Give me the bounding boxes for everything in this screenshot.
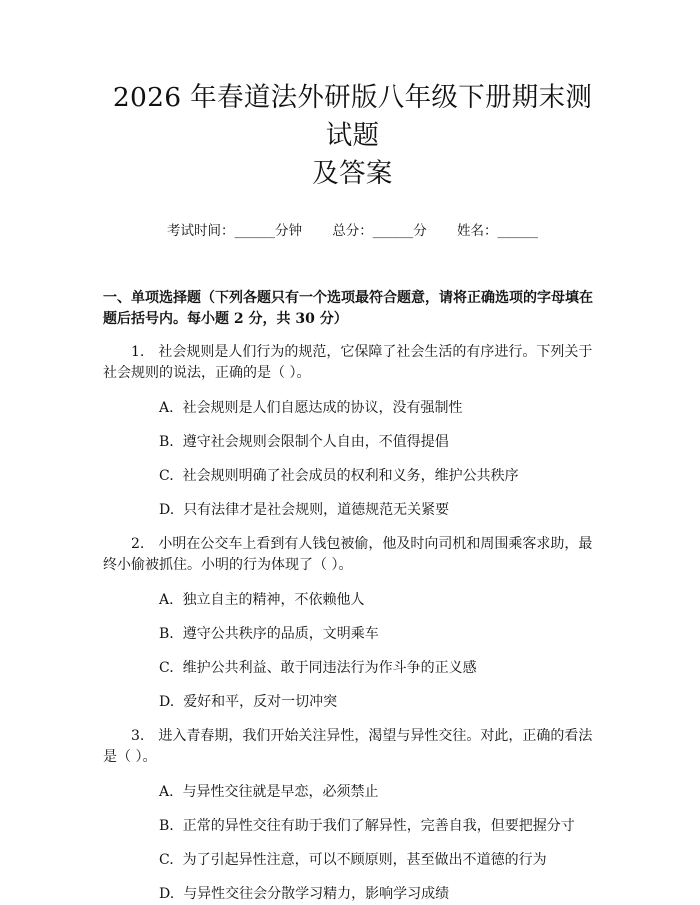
option-text: 遵守社会规则会限制个人自由，不值得提倡	[182, 434, 449, 450]
option-item	[103, 816, 602, 837]
option-list	[103, 398, 602, 521]
option-item	[103, 850, 602, 871]
question-number: 2.	[131, 536, 145, 552]
option-letter: D.	[159, 502, 175, 518]
option-item	[103, 884, 602, 905]
option-letter: A.	[159, 592, 174, 608]
total-score-field: 总分：______分	[332, 223, 427, 239]
exam-info-line	[103, 221, 602, 241]
option-letter: C.	[159, 468, 174, 484]
option-list	[103, 590, 602, 713]
option-letter: A.	[159, 784, 174, 800]
title-line-1: 2026 年春道法外研版八年级下册期末测试题	[112, 82, 593, 151]
name-field: 姓名：______	[457, 223, 539, 239]
option-letter: C.	[159, 852, 174, 868]
question-number: 3.	[131, 728, 145, 744]
option-item	[103, 500, 602, 521]
question-number: 1.	[131, 344, 145, 360]
option-text: 社会规则是人们自愿达成的协议，没有强制性	[182, 400, 463, 416]
option-letter: B.	[159, 434, 174, 450]
question-text: 小明在公交车上看到有人钱包被偷，他及时向司机和周围乘客求助，最终小偷被抓住。小明的行为体现了（ ）。	[103, 536, 593, 573]
option-item	[103, 692, 602, 713]
question-block	[103, 534, 602, 713]
option-item	[103, 624, 602, 645]
question-text: 进入青春期，我们开始关注异性，渴望与异性交往。对此，正确的看法是（ ）。	[103, 728, 593, 765]
option-text: 只有法律才是社会规则，道德规范无关紧要	[183, 502, 450, 518]
title-line-2: 及答案	[312, 158, 393, 189]
option-letter: B.	[159, 818, 174, 834]
question-stem	[103, 342, 602, 384]
question-stem	[103, 534, 602, 576]
document-title	[103, 0, 602, 193]
option-letter: B.	[159, 626, 174, 642]
section-heading: 一、单项选择题（下列各题只有一个选项最符合题意，请将正确选项的字母填在题后括号内。每小题 2 分，共 30 分）	[103, 290, 593, 327]
option-text: 社会规则明确了社会成员的权利和义务，维护公共秩序	[182, 468, 519, 484]
option-text: 独立自主的精神，不依赖他人	[182, 592, 365, 608]
option-text: 与异性交往会分散学习精力，影响学习成绩	[183, 886, 450, 902]
option-item	[103, 466, 602, 487]
option-text: 与异性交往就是早恋，必须禁止	[182, 784, 379, 800]
option-item	[103, 398, 602, 419]
option-item	[103, 782, 602, 803]
question-block	[103, 342, 602, 521]
option-letter: C.	[159, 660, 174, 676]
question-text: 社会规则是人们行为的规范，它保障了社会生活的有序进行。下列关于社会规则的说法，正确的是（ ）。	[103, 344, 593, 381]
option-text: 维护公共利益、敢于同违法行为作斗争的正义感	[182, 660, 477, 676]
option-letter: D.	[159, 886, 175, 902]
option-item	[103, 658, 602, 679]
question-stem	[103, 726, 602, 768]
option-text: 遵守公共秩序的品质，文明乘车	[182, 626, 379, 642]
option-letter: A.	[159, 400, 174, 416]
option-item	[103, 432, 602, 453]
option-text: 爱好和平，反对一切冲突	[183, 694, 338, 710]
option-list	[103, 782, 602, 905]
exam-time-field: 考试时间：______分钟	[166, 223, 302, 239]
option-text: 正常的异性交往有助于我们了解异性，完善自我，但要把握分寸	[182, 818, 575, 834]
question-block	[103, 726, 602, 905]
option-item	[103, 590, 602, 611]
option-text: 为了引起异性注意，可以不顾原则，甚至做出不道德的行为	[182, 852, 547, 868]
option-letter: D.	[159, 694, 175, 710]
